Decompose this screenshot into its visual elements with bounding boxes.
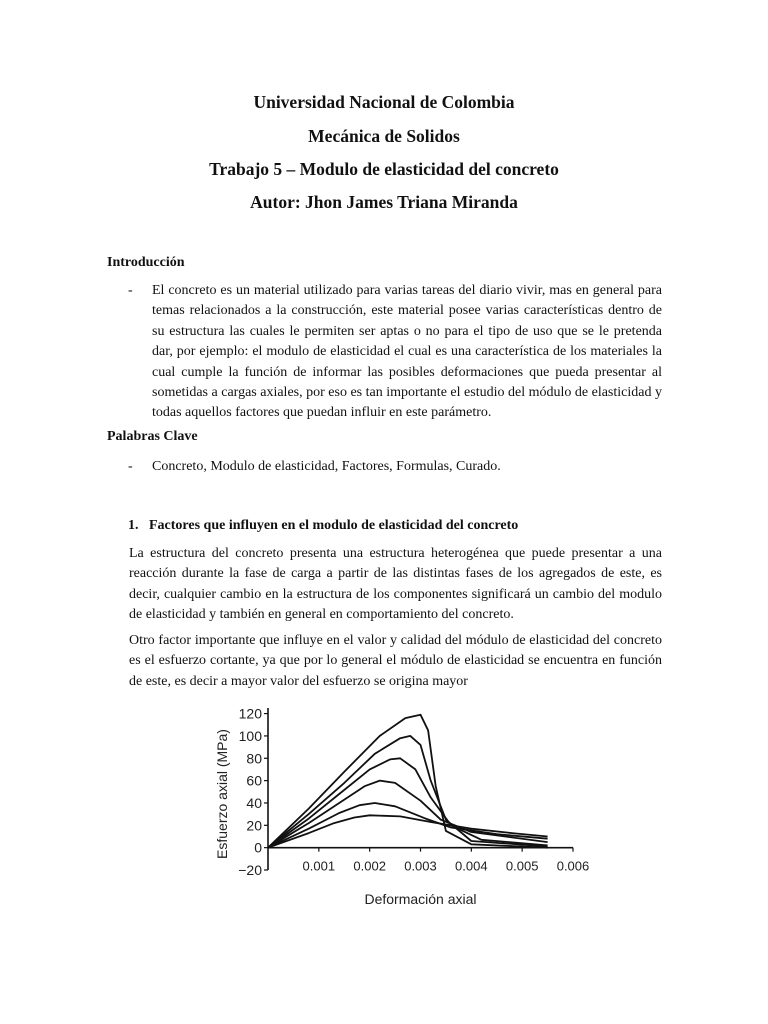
keywords-text: Concreto, Modulo de elasticidad, Factores, Formulas, Curado. xyxy=(152,459,501,474)
keywords-bullet-marker: - xyxy=(128,459,133,474)
y-tick-label: 120 xyxy=(238,705,262,722)
section-1-heading xyxy=(128,518,518,534)
stress-strain-chart xyxy=(200,690,590,915)
y-tick-label: 80 xyxy=(246,750,262,767)
assignment-title: Trabajo 5 – Modulo de elasticidad del concreto xyxy=(209,159,559,179)
y-tick-label: 60 xyxy=(246,772,262,789)
university-title: Universidad Nacional de Colombia xyxy=(253,92,515,112)
section-1-paragraph-2: Otro factor importante que influye en el valor y calidad del módulo de elasticidad del concreto es el esfuerzo cortante, ya que por lo general el módulo de elasticidad se encuentra en función de este, es decir a mayor valor del esfuerzo se origina mayor xyxy=(129,633,662,689)
chart-series xyxy=(268,715,548,848)
y-tick-label: 20 xyxy=(246,817,262,834)
author-line: Autor: Jhon James Triana Miranda xyxy=(250,192,518,212)
y-tick-label: 0 xyxy=(254,839,262,856)
chart-labels xyxy=(214,706,589,907)
keywords-heading: Palabras Clave xyxy=(107,429,198,444)
section-number: 1. xyxy=(128,518,139,533)
y-tick-label: 40 xyxy=(246,794,262,811)
x-tick-label: 0.006 xyxy=(556,858,590,874)
y-axis-title: Esfuerzo axial (MPa) xyxy=(214,729,230,859)
course-title: Mecánica de Solidos xyxy=(308,126,460,146)
section-1-paragraph-1: La estructura del concreto presenta una estructura heterogénea que puede presentar a una reacción durante la fase de carga a partir de las distintas fases de los agregados de este, es decir, cualquier cambio en la estructura de los componentes significará un cambio del modulo de elasticidad y también en general en comportamiento del concreto. xyxy=(129,546,662,622)
x-tick-label: 0.004 xyxy=(455,858,488,874)
y-tick-label: 100 xyxy=(238,727,262,744)
introduction-bullet-marker: - xyxy=(128,283,133,298)
introduction-heading: Introducción xyxy=(107,255,185,270)
x-axis-title: Deformación axial xyxy=(364,891,477,907)
x-tick-label: 0.003 xyxy=(404,858,437,874)
y-tick-label: −20 xyxy=(238,862,262,878)
introduction-text: El concreto es un material utilizado para varias tareas del diario vivir, mas en general para temas relacionados a la construcción, este material posee varias características dentro de su estructura las cuales le permiten ser aptas o no para el tipo de uso que se le pretenda dar, por ejemplo: el modulo de elasticidad el cual es una característica de los materiales la cual cumple la función de informar las posibles deformaciones que pueda presentar al sometidas a cargas axiales, por eso es tan importante el estudio del módulo de elasticidad y todas aquellos factores que puedan influir en este parámetro. xyxy=(152,283,662,421)
section-title: Factores que influyen en el modulo de elasticidad del concreto xyxy=(149,518,519,533)
x-tick-label: 0.002 xyxy=(353,858,386,874)
x-tick-label: 0.005 xyxy=(505,858,539,874)
x-tick-label: 0.001 xyxy=(302,858,336,874)
